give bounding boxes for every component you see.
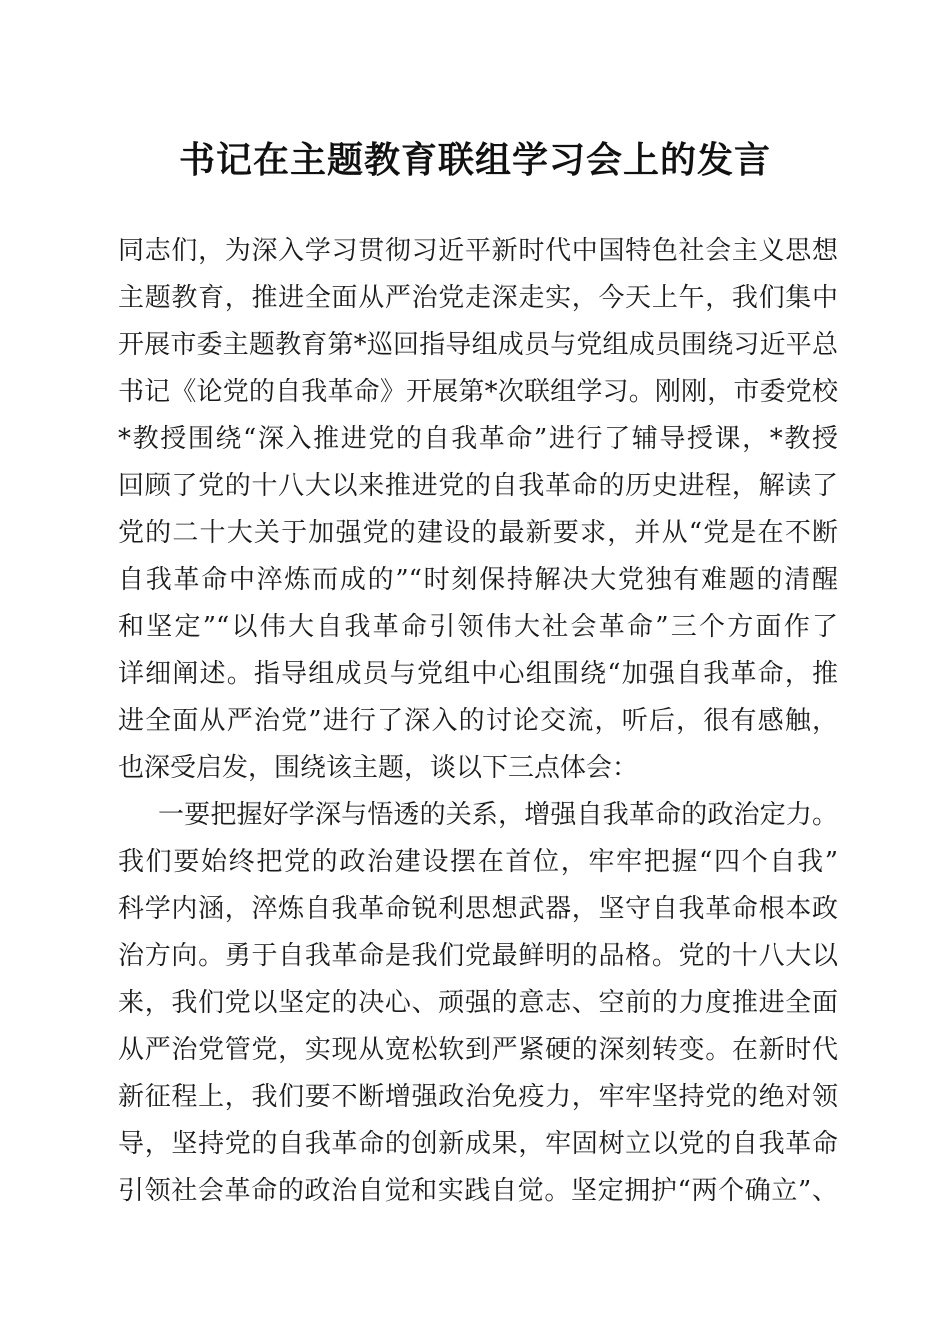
paragraph-line: 主题教育，推进全面从严治党走深走实，今天上午，我们集中 (118, 283, 838, 313)
paragraph-line: 来，我们党以坚定的决心、顽强的意志、空前的力度推进全面 (118, 988, 838, 1018)
paragraph-line: 自我革命中淬炼而成的”“时刻保持解决大党独有难题的清醒 (118, 565, 838, 595)
paragraph-line: 书记《论党的自我革命》开展第*次联组学习。刚刚，市委党校 (118, 377, 838, 407)
paragraph-line: 开展市委主题教育第*巡回指导组成员与党组成员围绕习近平总 (118, 330, 838, 360)
paragraph-line: 回顾了党的十八大以来推进党的自我革命的历史进程，解读了 (118, 471, 838, 501)
paragraph-line: 详细阐述。指导组成员与党组中心组围绕“加强自我革命，推 (118, 659, 838, 689)
paragraph-line: 引领社会革命的政治自觉和实践自觉。坚定拥护“两个确立”、 (118, 1176, 838, 1206)
paragraph-line: 从严治党管党，实现从宽松软到严紧硬的深刻转变。在新时代 (118, 1035, 838, 1065)
document-body (118, 228, 838, 1215)
paragraph-line: *教授围绕“深入推进党的自我革命”进行了辅导授课，*教授 (118, 424, 838, 454)
paragraph-line: 科学内涵，淬炼自我革命锐利思想武器，坚守自我革命根本政 (118, 894, 838, 924)
paragraph-line: 导，坚持党的自我革命的创新成果，牢固树立以党的自我革命 (118, 1129, 838, 1159)
paragraph-line: 和坚定”“以伟大自我革命引领伟大社会革命”三个方面作了 (118, 612, 838, 642)
paragraph-line: 也深受启发，围绕该主题，谈以下三点体会： (118, 753, 639, 783)
paragraph-line: 进全面从严治党”进行了深入的讨论交流，听后，很有感触， (118, 706, 838, 736)
paragraph-line: 党的二十大关于加强党的建设的最新要求，并从“党是在不断 (118, 518, 838, 548)
paragraph-line: 我们要始终把党的政治建设摆在首位，牢牢把握“四个自我” (118, 847, 838, 877)
paragraph-line: 治方向。勇于自我革命是我们党最鲜明的品格。党的十八大以 (118, 941, 838, 971)
paragraph-line-indented: 一要把握好学深与悟透的关系，增强自我革命的政治定力。 (158, 800, 838, 830)
document-title: 书记在主题教育联组学习会上的发言 (178, 139, 771, 181)
paragraph-line: 新征程上，我们要不断增强政治免疫力，牢牢坚持党的绝对领 (118, 1082, 838, 1112)
paragraph-line: 同志们，为深入学习贯彻习近平新时代中国特色社会主义思想 (118, 236, 838, 266)
